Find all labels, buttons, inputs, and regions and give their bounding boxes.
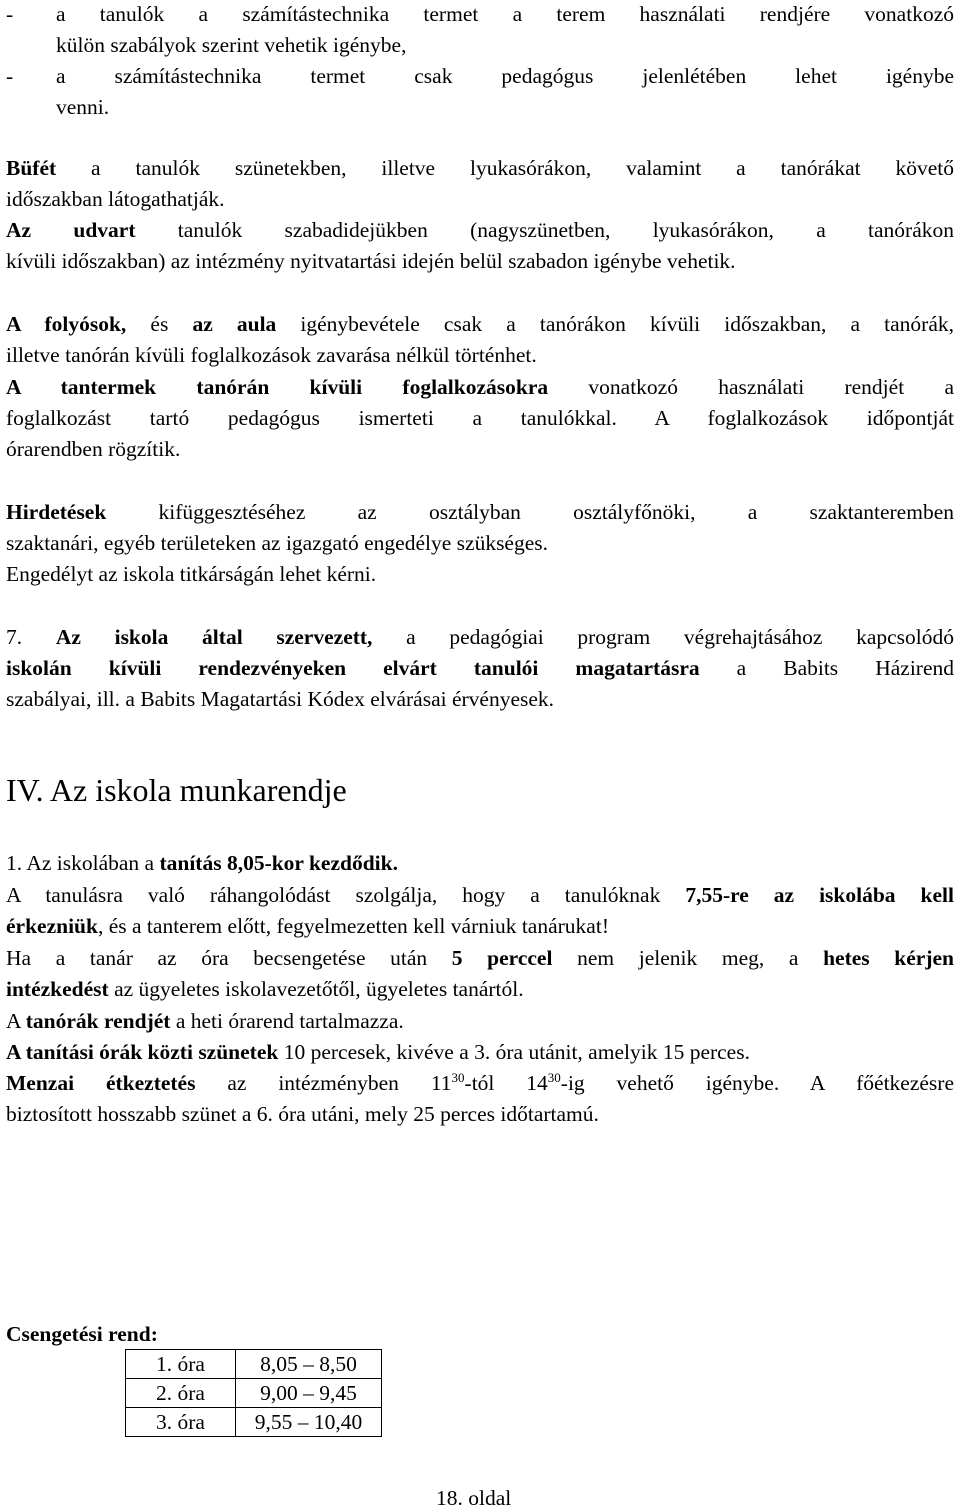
paragraph-udvar-line2: kívüli időszakban) az intézmény nyitvatartási idején belül szabadon igénybe vehetik.: [6, 249, 736, 273]
bullet-dash: -: [6, 2, 14, 26]
section-heading: IV. Az iskola munkarendje: [6, 772, 347, 808]
bell-schedule-label: Csengetési rend:: [6, 1322, 158, 1346]
time-cell: 9,55 – 10,40: [236, 1408, 382, 1437]
bullet-text: a számítástechnika termet csak pedagógus jelenlétében lehet igénybe: [56, 64, 954, 88]
paragraph-s1: 1. Az iskolában a tanítás 8,05-kor kezdődik.: [6, 851, 398, 875]
paragraph-7-line3: szabályai, ill. a Babits Magatartási Kódex elvárásai érvényesek.: [6, 687, 555, 711]
bullet-text: a tanulók a számítástechnika termet a terem használati rendjére vonatkozó: [56, 2, 954, 26]
paragraph-s2-line2: érkezniük, és a tanterem előtt, fegyelmezetten kell várniuk tanárukat!: [6, 914, 609, 938]
bullet-text: külön szabályok szerint vehetik igénybe,: [56, 33, 407, 57]
paragraph-hirdetes-line3: Engedélyt az iskola titkárságán lehet kérni.: [6, 562, 377, 586]
period-cell: 3. óra: [126, 1408, 236, 1437]
bullet-text: venni.: [56, 95, 110, 119]
table-row: [126, 1408, 382, 1437]
paragraph-folyoso-line2: illetve tanórán kívüli foglalkozások zavarása nélkül történhet.: [6, 343, 537, 367]
paragraph-hirdetes: Hirdetések kifüggesztéséhez az osztályban osztályfőnöki, a szaktanteremben: [6, 500, 954, 524]
paragraph-udvar: Az udvart tanulók szabadidejükben (nagyszünetben, lyukasórákon, a tanórákon: [6, 218, 954, 242]
period-cell: 2. óra: [126, 1379, 236, 1408]
bullet-dash: -: [6, 64, 14, 88]
paragraph-7: 7. Az iskola által szervezett, a pedagógiai program végrehajtásához kapcsolódó: [6, 625, 955, 649]
period-cell: 1. óra: [126, 1350, 236, 1379]
paragraph-s3: Ha a tanár az óra becsengetése után 5 perccel nem jelenik meg, a hetes kérjen: [6, 946, 954, 970]
paragraph-tantermek-line3: órarendben rögzítik.: [6, 437, 181, 461]
time-cell: 9,00 – 9,45: [236, 1379, 382, 1408]
paragraph-s6: Menzai étkeztetés az intézményben $11^{30}$-tól $14^{30}-ig$ vehető igénybe. A főétkezésre: [6, 1069, 954, 1095]
paragraph-7-line2: iskolán kívüli rendezvényeken elvárt tanulói magatartásra a Babits Házirend: [6, 656, 954, 680]
paragraph-s2: A tanulásra való ráhangolódást szolgálja, hogy a tanulóknak 7,55-re az iskolába kell: [6, 883, 954, 907]
table-row: [126, 1350, 382, 1379]
paragraph-s4: A tanórák rendjét a heti órarend tartalmazza.: [6, 1009, 404, 1033]
paragraph-bufe: Büfét a tanulók szünetekben, illetve lyukasórákon, valamint a tanórákat követő: [6, 156, 954, 180]
paragraph-tantermek: A tantermek tanórán kívüli foglalkozásokra vonatkozó használati rendjét a: [6, 375, 954, 399]
paragraph-folyoso: A folyósok, és az aula igénybevétele csak a tanórákon kívüli időszakban, a tanórák,: [6, 312, 954, 336]
table-row: [126, 1379, 382, 1408]
paragraph-s6-line2: biztosított hosszabb szünet a 6. óra utáni, mely 25 perces időtartamú.: [6, 1102, 599, 1126]
paragraph-hirdetes-line2: szaktanári, egyéb területeken az igazgató engedélye szükséges.: [6, 531, 549, 555]
paragraph-s5: A tanítási órák közti szünetek 10 percesek, kivéve a 3. óra utánit, amelyik 15 perces.: [6, 1040, 750, 1064]
paragraph-tantermek-line2: foglalkozást tartó pedagógus ismerteti a tanulókkal. A foglalkozások időpontját: [6, 406, 954, 430]
time-cell: 8,05 – 8,50: [236, 1350, 382, 1379]
paragraph-s3-line2: intézkedést az ügyeletes iskolavezetőtől, ügyeletes tanártól.: [6, 977, 524, 1001]
paragraph-bufe-line2: időszakban látogathatják.: [6, 187, 225, 211]
page-number: 18. oldal: [436, 1486, 512, 1510]
bell-schedule-table: [125, 1349, 382, 1437]
